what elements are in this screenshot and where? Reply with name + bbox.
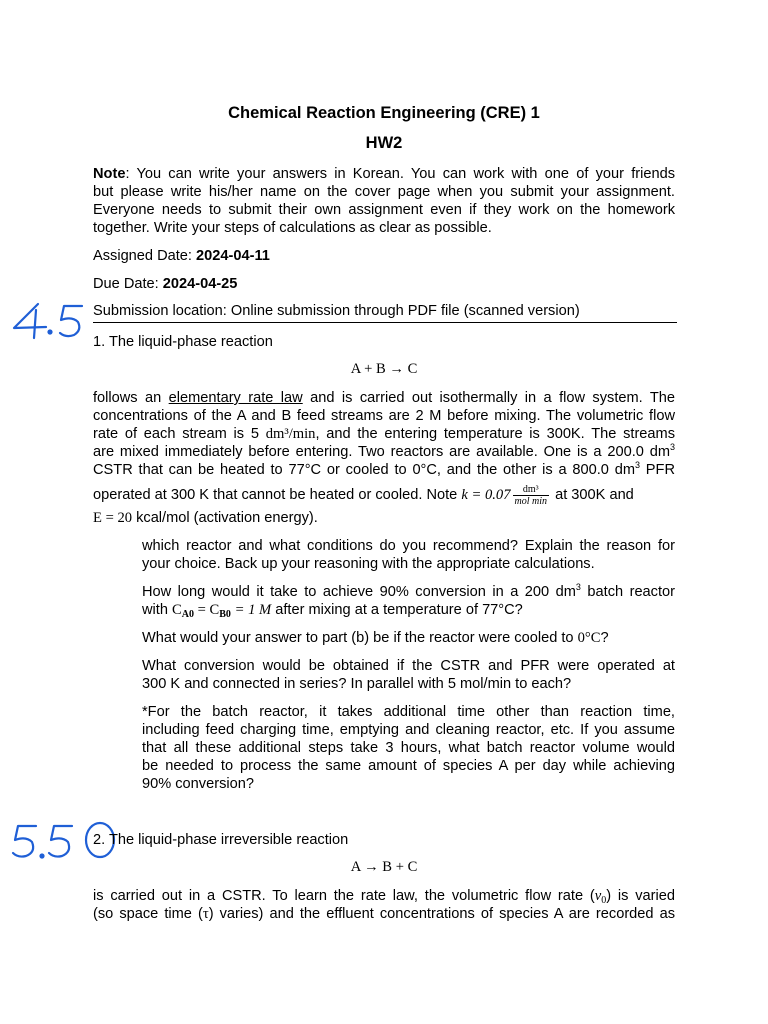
handwritten-score-1 xyxy=(8,298,88,344)
q1-body-line-3: rate of each stream is 5 dm³/min, and the entering temperature is 300K. The streams xyxy=(93,426,675,442)
q2-body-line-2: (so space time (τ) varies) and the effluent concentrations of species A are recorded as xyxy=(93,906,676,922)
handwritten-score-2-text: 5.50 xyxy=(8,816,10,817)
document-subtitle: HW2 xyxy=(365,134,403,152)
q2-heading: 2. The liquid-phase irreversible reaction xyxy=(93,832,349,848)
rate-constant-units: $\frac{\text{dm³}}{\text{mol min}}$ xyxy=(514,483,548,507)
q1-body-line-6: operated at 300 K that cannot be heated or cooled. Note k = 0.07 $\frac{\text{dm³}}{\text{mol min}}$ at 300K and xyxy=(93,483,634,507)
q1-body-line-5: CSTR that can be heated to 77°C or cooled to 0°C, and the other is a 800.0 $dm^3$ PFR xyxy=(93,460,675,478)
q2-body-line-1: is carried out in a CSTR. To learn the rate law, the volumetric flow rate $(v_0)$ is varied xyxy=(93,888,675,906)
divider xyxy=(93,322,677,323)
handwritten-score-1-text: 4.5 xyxy=(8,298,10,299)
q2-reaction: A → B + C xyxy=(350,859,418,875)
q1-heading: 1. The liquid-phase reaction xyxy=(93,334,273,350)
q1-body-line-4: are mixed immediately before entering. Two reactors are available. One is a 200.0 $dm^3$ xyxy=(93,442,675,460)
note-label: Note xyxy=(93,166,126,182)
q1-body-line-1: follows an elementary rate law and is carried out isothermally in a flow system. The xyxy=(93,390,675,406)
q1-body-line-7: E = 20 kcal/mol (activation energy). xyxy=(93,510,318,526)
document-title: Chemical Reaction Engineering (CRE) 1 xyxy=(228,104,540,122)
due-date: Due Date: 2024-04-25 xyxy=(93,276,238,292)
q1-body-line-2: concentrations of the A and B feed streams are 2 M before mixing. The volumetric flow xyxy=(93,408,675,424)
elementary-rate-law-link[interactable]: elementary rate law xyxy=(168,390,303,406)
assigned-date: Assigned Date: 2024-04-11 xyxy=(93,248,270,264)
submission-location: Submission location: Online submission through PDF file (scanned version) xyxy=(93,303,580,319)
q1-reaction: A + B → C xyxy=(350,361,418,377)
